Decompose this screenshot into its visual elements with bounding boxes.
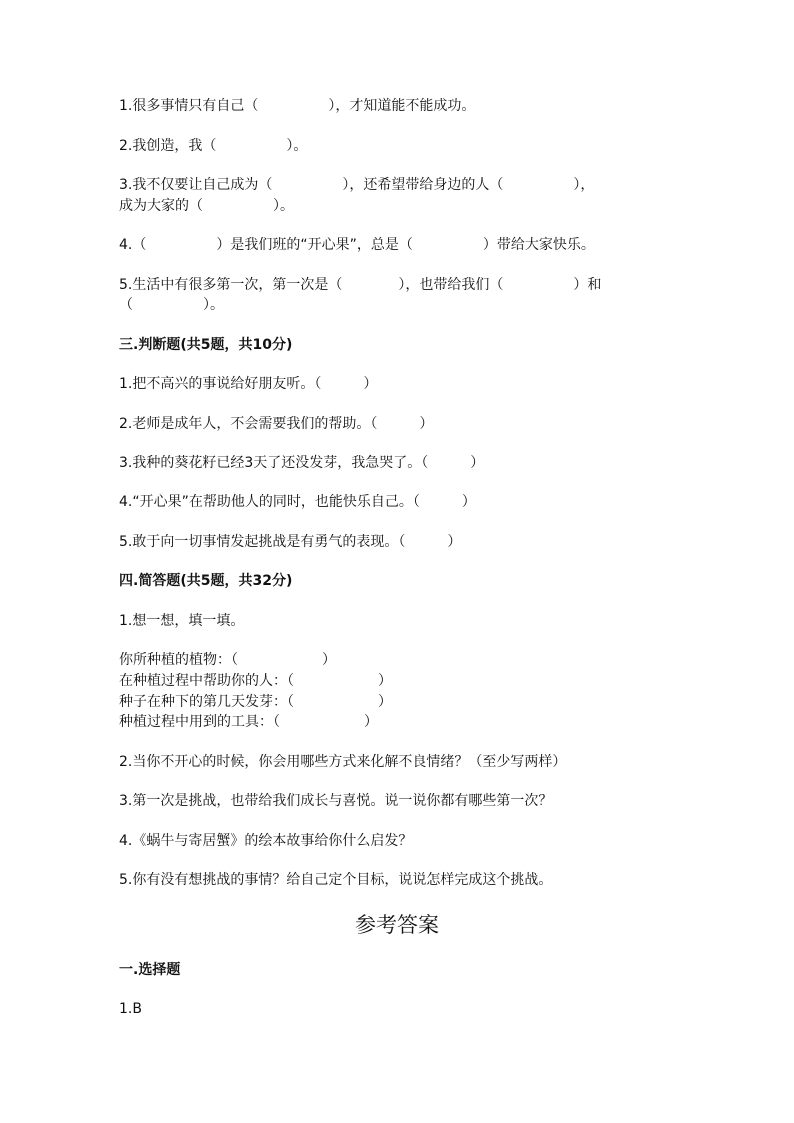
short-answer-q1-sub2: 在种植过程中帮助你的人：（ ） <box>119 673 392 689</box>
short-answer-q1: 1.想一想，填一填。 <box>119 613 245 629</box>
fill-blank-q3-line1: 3.我不仅要让自己成为（ ），还希望带给身边的人（ ）， <box>119 177 595 193</box>
short-answer-q1-sub4: 种植过程中用到的工具：（ ） <box>119 714 378 730</box>
judge-q5: 5.敢于向一切事情发起挑战是有勇气的表现。（ ） <box>119 534 462 550</box>
answer-key-title: 参考答案 <box>355 913 439 937</box>
judge-q4: 4.“开心果”在帮助他人的同时，也能快乐自己。（ ） <box>119 494 476 510</box>
short-answer-q2: 2.当你不开心的时候，你会用哪些方式来化解不良情绪？（至少写两样） <box>119 754 567 770</box>
short-answer-q1-sub3: 种子在种下的第几天发芽：（ ） <box>119 694 392 710</box>
judge-q3: 3.我种的葵花籽已经3天了还没发芽，我急哭了。（ ） <box>119 455 485 471</box>
fill-blank-q4: 4.（ ）是我们班的“开心果”，总是（ ）带给大家快乐。 <box>119 237 595 253</box>
answer-item: 1.B <box>119 1001 142 1017</box>
fill-blank-q1: 1.很多事情只有自己（ ），才知道能不能成功。 <box>119 98 476 114</box>
answer-section-heading: 一.选择题 <box>119 962 181 978</box>
fill-blank-q3-line2: 成为大家的（ ）。 <box>119 198 294 214</box>
short-answer-heading: 四.简答题(共5题，共32分) <box>119 573 293 589</box>
short-answer-q3: 3.第一次是挑战，也带给我们成长与喜悦。说一说你都有哪些第一次？ <box>119 793 553 809</box>
judge-q2: 2.老师是成年人，不会需要我们的帮助。（ ） <box>119 416 434 432</box>
short-answer-q4: 4.《蜗牛与寄居蟹》的绘本故事给你什么启发？ <box>119 833 413 849</box>
fill-blank-q5-line2: （ ）。 <box>119 297 224 313</box>
fill-blank-q5-line1: 5.生活中有很多第一次，第一次是（ ），也带给我们（ ）和 <box>119 277 602 293</box>
short-answer-q1-sub1: 你所种植的植物：（ ） <box>119 652 336 668</box>
short-answer-q5: 5.你有没有想挑战的事情？给自己定个目标，说说怎样完成这个挑战。 <box>119 872 553 888</box>
judge-heading: 三.判断题(共5题，共10分) <box>119 337 293 353</box>
judge-q1: 1.把不高兴的事说给好朋友听。（ ） <box>119 376 378 392</box>
fill-blank-q2: 2.我创造，我（ ）。 <box>119 138 308 154</box>
